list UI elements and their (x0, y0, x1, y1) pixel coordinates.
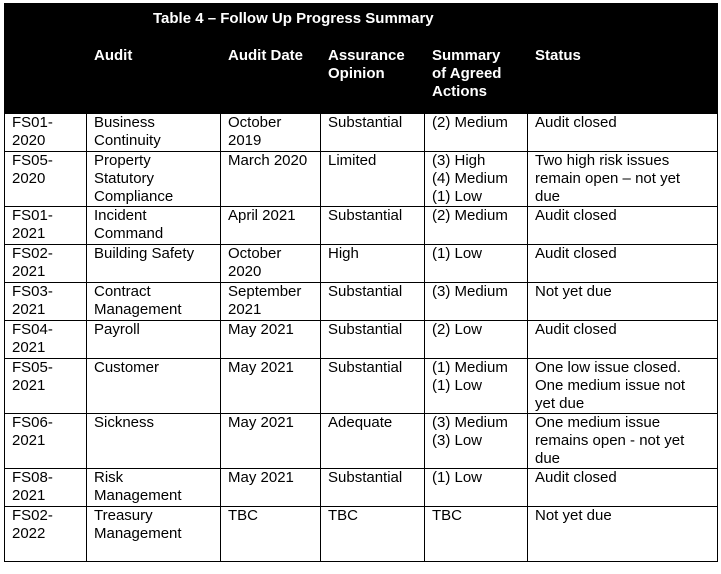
cell-agreed-actions: (1) Medium (1) Low (425, 359, 528, 414)
cell-assurance-opinion: Substantial (321, 321, 425, 359)
column-header-assurance-opinion: Assurance Opinion (321, 34, 425, 114)
table-row (5, 359, 718, 414)
cell-audit-id: FS02- 2022 (5, 507, 87, 562)
column-header-summary-actions: Summary of Agreed Actions (425, 34, 528, 114)
cell-agreed-actions: (2) Medium (425, 114, 528, 152)
column-header-status: Status (528, 34, 718, 114)
cell-audit-date: TBC (221, 507, 321, 562)
table-row (5, 469, 718, 507)
cell-status: Audit closed (528, 245, 718, 283)
cell-audit-date: October 2019 (221, 114, 321, 152)
cell-audit-date: September 2021 (221, 283, 321, 321)
cell-audit-id: FS01- 2020 (5, 114, 87, 152)
cell-agreed-actions: (3) High (4) Medium (1) Low (425, 152, 528, 207)
cell-audit-name: Contract Management (87, 283, 221, 321)
column-header-id (5, 34, 87, 114)
cell-audit-id: FS05- 2020 (5, 152, 87, 207)
table-row (5, 414, 718, 469)
cell-assurance-opinion: Adequate (321, 414, 425, 469)
cell-status: Audit closed (528, 469, 718, 507)
table-row (5, 114, 718, 152)
column-header-audit-date: Audit Date (221, 34, 321, 114)
cell-assurance-opinion: Substantial (321, 469, 425, 507)
cell-status: Audit closed (528, 207, 718, 245)
table-title (5, 4, 718, 34)
cell-agreed-actions: TBC (425, 507, 528, 562)
cell-audit-name: Payroll (87, 321, 221, 359)
cell-assurance-opinion: High (321, 245, 425, 283)
cell-agreed-actions: (3) Medium (3) Low (425, 414, 528, 469)
cell-audit-date: April 2021 (221, 207, 321, 245)
cell-assurance-opinion: Substantial (321, 359, 425, 414)
table-row (5, 283, 718, 321)
column-header-audit: Audit (87, 34, 221, 114)
cell-assurance-opinion: Substantial (321, 283, 425, 321)
cell-agreed-actions: (2) Low (425, 321, 528, 359)
table-row (5, 207, 718, 245)
cell-audit-id: FS03- 2021 (5, 283, 87, 321)
cell-audit-date: May 2021 (221, 321, 321, 359)
cell-audit-date: May 2021 (221, 359, 321, 414)
cell-audit-date: March 2020 (221, 152, 321, 207)
cell-agreed-actions: (3) Medium (425, 283, 528, 321)
cell-audit-date: May 2021 (221, 414, 321, 469)
cell-agreed-actions: (2) Medium (425, 207, 528, 245)
cell-status: Not yet due (528, 507, 718, 562)
cell-status: Audit closed (528, 321, 718, 359)
cell-assurance-opinion: TBC (321, 507, 425, 562)
table-row (5, 321, 718, 359)
cell-audit-id: FS04- 2021 (5, 321, 87, 359)
cell-agreed-actions: (1) Low (425, 245, 528, 283)
cell-audit-id: FS05- 2021 (5, 359, 87, 414)
cell-status: One medium issue remains open - not yet due (528, 414, 718, 469)
cell-assurance-opinion: Substantial (321, 114, 425, 152)
cell-status: Audit closed (528, 114, 718, 152)
cell-audit-id: FS02- 2021 (5, 245, 87, 283)
cell-agreed-actions: (1) Low (425, 469, 528, 507)
table-row (5, 152, 718, 207)
cell-status: One low issue closed. One medium issue not yet due (528, 359, 718, 414)
cell-assurance-opinion: Limited (321, 152, 425, 207)
cell-status: Two high risk issues remain open – not yet due (528, 152, 718, 207)
cell-audit-id: FS06- 2021 (5, 414, 87, 469)
cell-audit-name: Business Continuity (87, 114, 221, 152)
cell-audit-name: Customer (87, 359, 221, 414)
cell-audit-name: Treasury Management (87, 507, 221, 562)
cell-audit-id: FS01- 2021 (5, 207, 87, 245)
cell-audit-name: Property Statutory Compliance (87, 152, 221, 207)
cell-audit-id: FS08- 2021 (5, 469, 87, 507)
cell-audit-date: October 2020 (221, 245, 321, 283)
table-row (5, 507, 718, 562)
column-header-row (5, 34, 718, 114)
follow-up-progress-table (4, 3, 718, 562)
table-row (5, 245, 718, 283)
cell-audit-name: Building Safety (87, 245, 221, 283)
table-title-row (5, 4, 718, 34)
cell-audit-name: Incident Command (87, 207, 221, 245)
cell-audit-name: Risk Management (87, 469, 221, 507)
cell-audit-name: Sickness (87, 414, 221, 469)
cell-assurance-opinion: Substantial (321, 207, 425, 245)
cell-status: Not yet due (528, 283, 718, 321)
table-title-text: Table 4 – Follow Up Progress Summary (153, 9, 434, 27)
cell-audit-date: May 2021 (221, 469, 321, 507)
